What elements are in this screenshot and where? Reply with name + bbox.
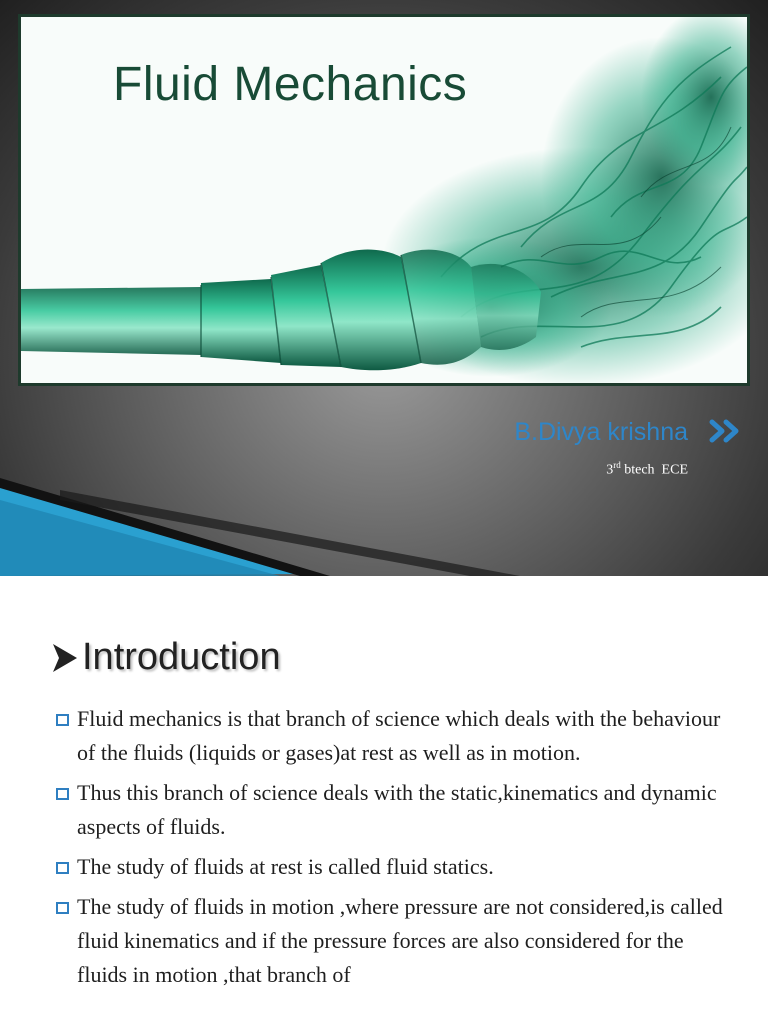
arrow-right-icon [50, 641, 80, 675]
author-name: B.Divya krishna [514, 418, 688, 446]
square-bullet-icon [56, 788, 69, 800]
decorative-swoosh [0, 470, 768, 576]
list-item-text: Thus this branch of science deals with the static,kinematics and dynamic aspects of fluids. [77, 780, 717, 839]
list-item [56, 776, 736, 844]
bullet-list [56, 702, 736, 998]
author-subtitle [606, 460, 688, 479]
introduction-slide [0, 576, 768, 1024]
square-bullet-icon [56, 862, 69, 874]
list-item-text: Fluid mechanics is that branch of science which deals with the behaviour of the fluids (liquids or gases)at rest as well as in motion. [77, 706, 721, 765]
presentation-title: Fluid Mechanics [113, 58, 468, 111]
list-item [56, 850, 736, 884]
double-chevron-right-icon [708, 418, 748, 444]
square-bullet-icon [56, 902, 69, 914]
subtitle-year: 3 [606, 462, 614, 478]
section-heading-text: Introduction [82, 636, 281, 678]
square-bullet-icon [56, 714, 69, 726]
list-item [56, 890, 736, 992]
list-item-text: The study of fluids in motion ,where pressure are not considered,is called fluid kinematics and if the pressure forces are also considered for the fluids in motion ,that branch of [77, 894, 723, 987]
section-heading [50, 636, 281, 679]
subtitle-ordinal: rd [613, 460, 621, 470]
subtitle-course: btech ECE [620, 462, 688, 478]
hero-image [18, 14, 750, 386]
list-item [56, 702, 736, 770]
list-item-text: The study of fluids at rest is called fluid statics. [77, 854, 494, 879]
